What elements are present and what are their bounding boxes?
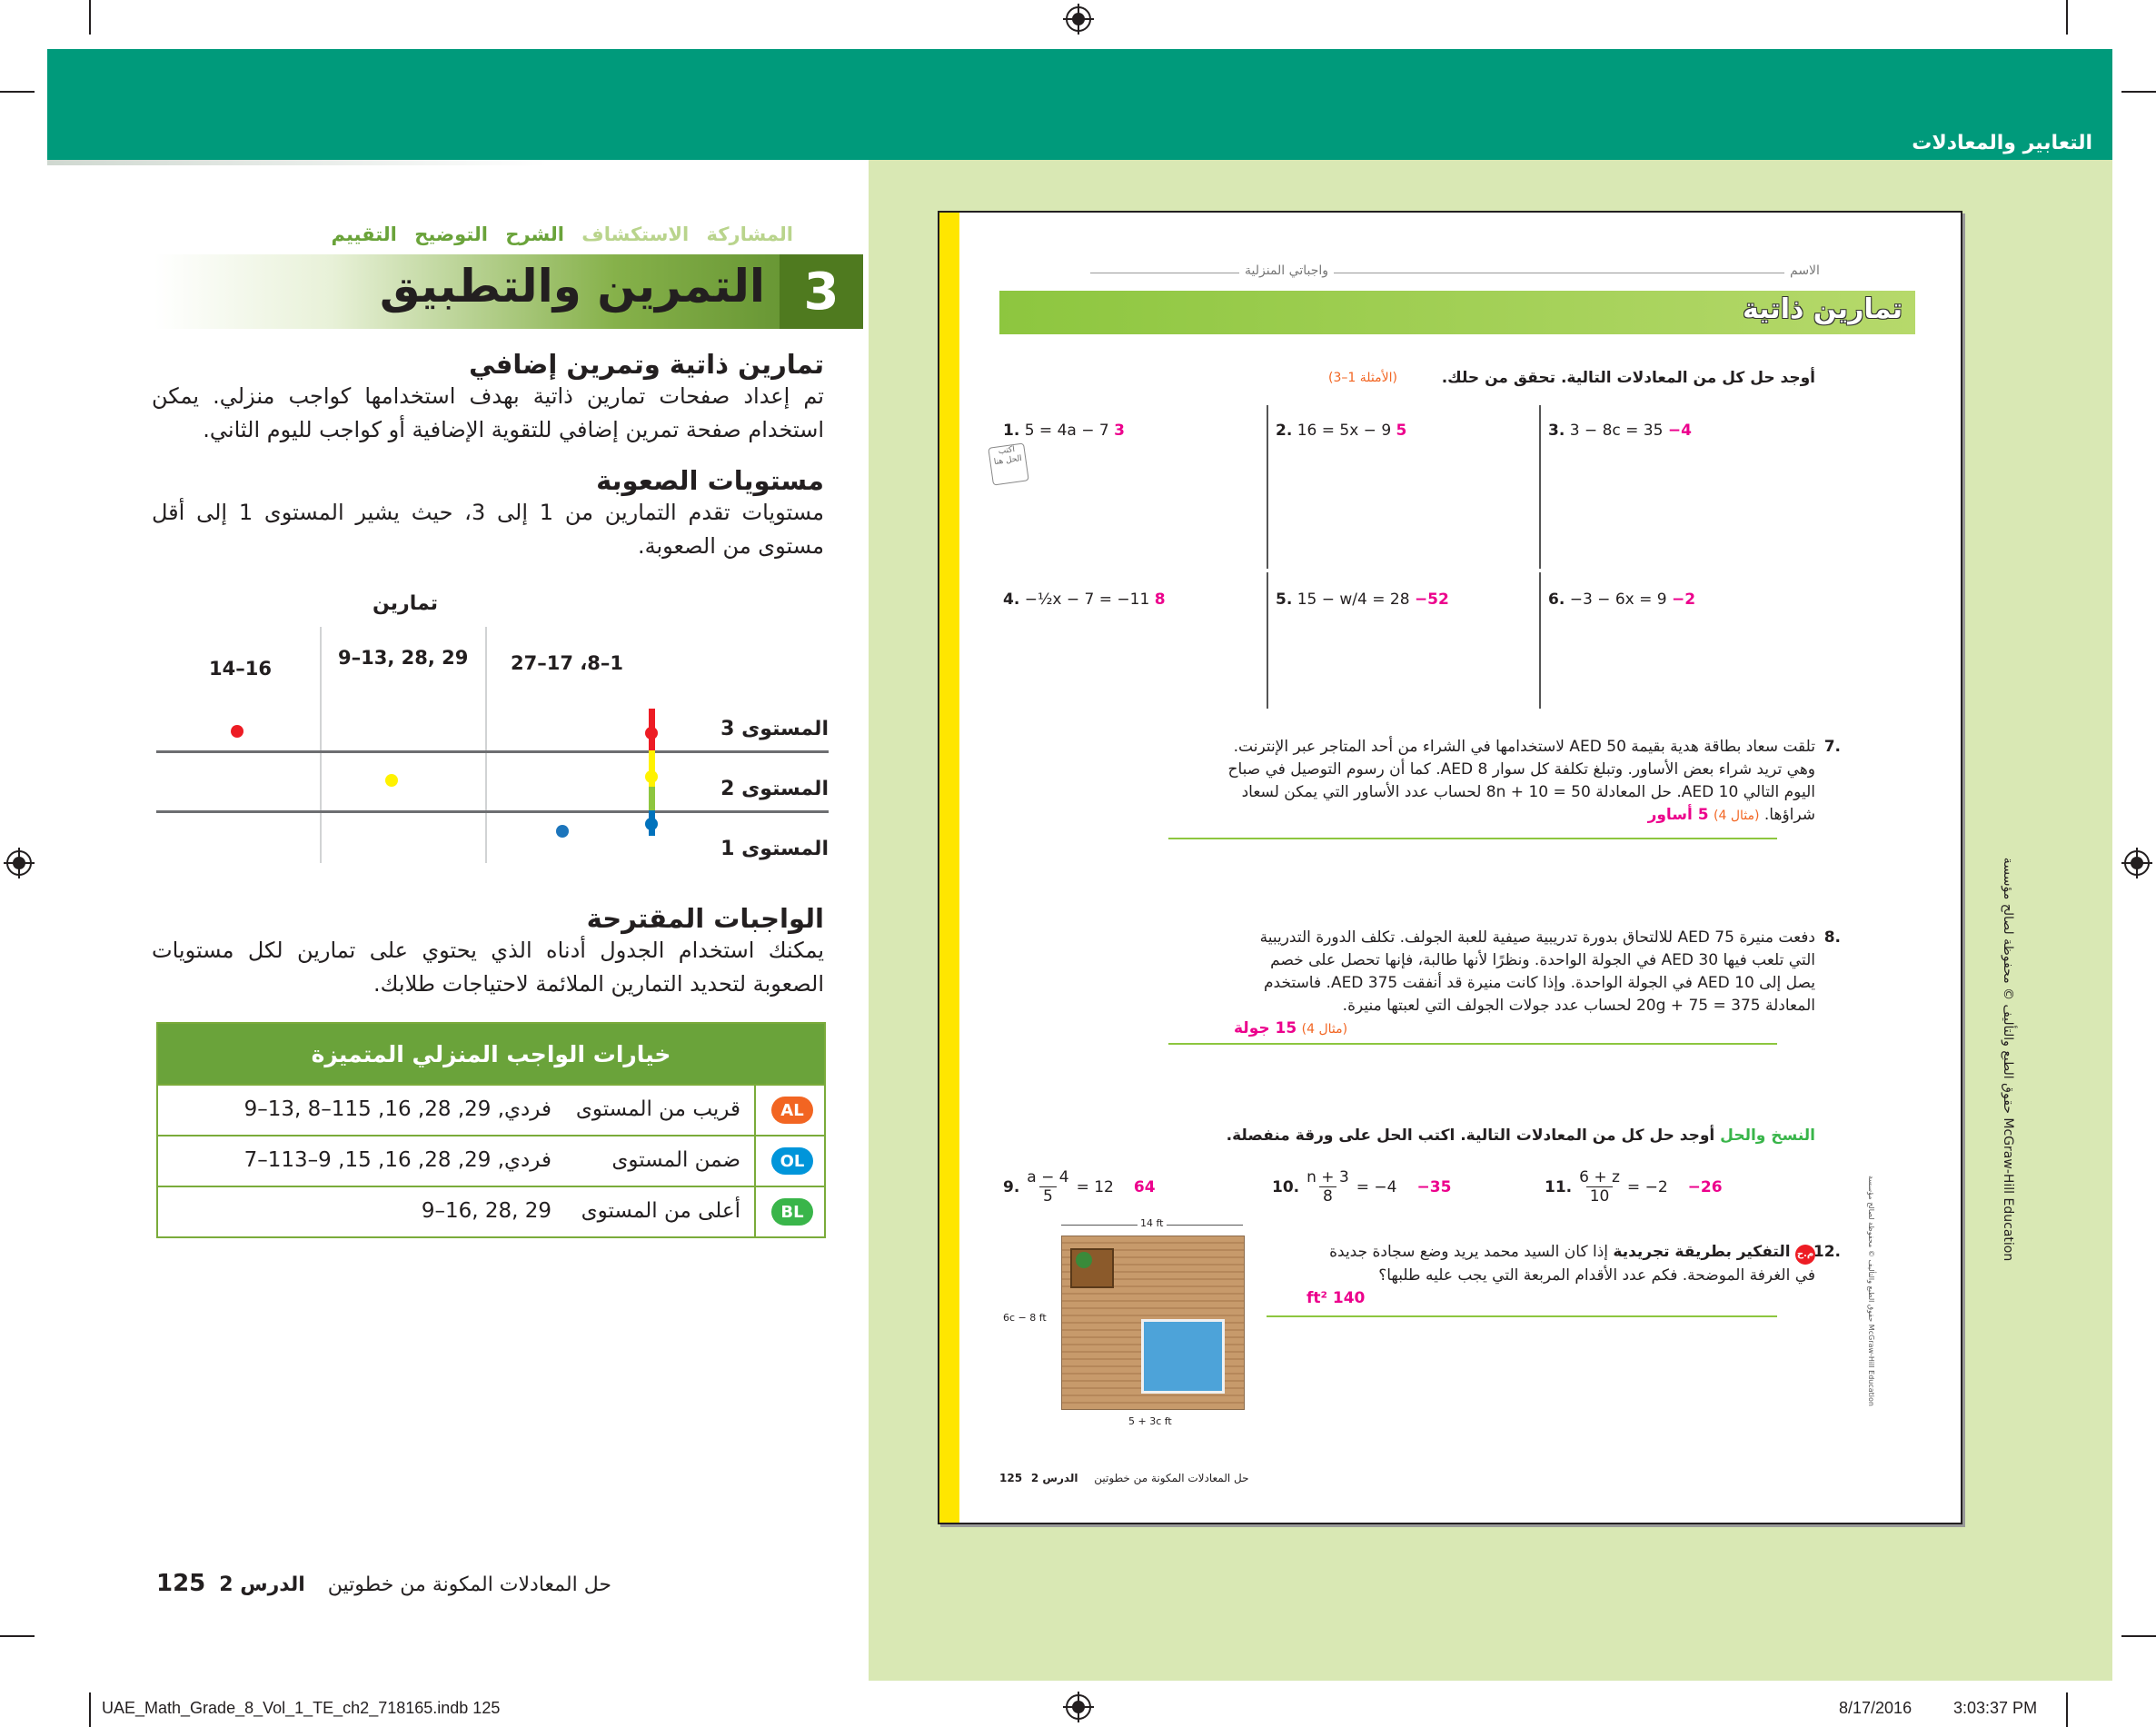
print-time: 3:03:37 PM [1953, 1699, 2038, 1717]
difficulty-chart [156, 581, 829, 872]
level-dot [231, 725, 243, 738]
homework-label: واجباتي المنزلية [1239, 263, 1334, 278]
stage-explain: الشرح [505, 223, 564, 245]
exercise-11 [1545, 1168, 1723, 1206]
fraction-numerator: a − 4 [1027, 1168, 1069, 1186]
side-copyright: حقوق الطبع والتأليف © محفوظة لصالح مؤسسة McGraw-Hill Education [2001, 857, 2015, 1262]
homework-table [156, 1022, 826, 1238]
exercise-number: 2. [1276, 422, 1293, 440]
section-title: التمرين والتطبيق [379, 260, 765, 313]
worksheet-title: تمارين ذاتية [1742, 293, 1903, 325]
worksheet-page [938, 211, 1962, 1524]
section-banner [154, 254, 863, 329]
problem-line: يصل إلى AED 10 في الجولة الواحدة. وإذا كانت منيرة قد أنفقت AED 375. فاستخدم [1264, 974, 1815, 992]
level-dot [645, 770, 658, 783]
row-divider [754, 1136, 756, 1186]
plant-icon [1076, 1252, 1092, 1268]
fraction-numerator: 6 + z [1579, 1168, 1620, 1186]
exercise-answer: −35 [1416, 1177, 1452, 1196]
print-file-name: UAE_Math_Grade_8_Vol_1_TE_ch2_718165.indb 125 [102, 1699, 501, 1717]
exercise-equation: 16 = 5x − 9 [1297, 422, 1392, 440]
worksheet-lesson-title: حل المعادلات المكونة من خطوتين [1094, 1472, 1249, 1484]
row-label: أعلى من المستوى [581, 1199, 740, 1223]
level-dot [385, 774, 398, 787]
level-3-label: المستوى 3 [720, 718, 829, 740]
registration-mark-icon [2121, 848, 2152, 878]
exercise-rhs: = 12 [1076, 1177, 1114, 1196]
difficulty-block [152, 465, 824, 563]
lesson-title: حل المعادلات المكونة من خطوتين [327, 1573, 611, 1596]
stage-explore: الاستكشاف [581, 223, 690, 245]
table-row [158, 1135, 824, 1186]
worksheet-lesson-label: الدرس 2 [1030, 1472, 1078, 1484]
fraction-denominator: 5 [1039, 1186, 1057, 1206]
crop-mark [0, 91, 35, 93]
exercise-divider [1267, 405, 1268, 569]
problem-line: إذا كان السيد محمد يريد وضع سجادة جديدة [1329, 1243, 1608, 1261]
exercise-number: 3. [1548, 422, 1565, 440]
exercise-4 [1003, 591, 1166, 609]
exercise-3 [1548, 422, 1692, 440]
chapter-title: التعابير والمعادلات [1912, 132, 2092, 154]
problem-answer: 15 جولة [1234, 1019, 1297, 1037]
problem-line: وهي تريد شراء بعض الأساور. وتبلغ تكلفة كل سوار AED 8. كما أن رسوم التوصيل في صباح [1227, 760, 1815, 779]
registration-mark-icon [1063, 4, 1094, 35]
problem-number: 12. [1813, 1243, 1841, 1261]
exercise-10 [1272, 1168, 1451, 1206]
exercise-number: 9. [1003, 1177, 1020, 1196]
left-page-footer [156, 1570, 611, 1597]
suggested-heading: الواجبات المقترحة [586, 903, 824, 934]
difficulty-heading: مستويات الصعوبة [596, 465, 824, 496]
column-divider [320, 627, 322, 863]
problem-line: شراؤها. [1764, 806, 1815, 824]
exercise-6 [1548, 591, 1695, 609]
fraction-denominator: 10 [1586, 1186, 1614, 1206]
row-divider [754, 1187, 756, 1236]
answer-line [1168, 838, 1777, 839]
exercise-5 [1276, 591, 1449, 609]
room-figure [1003, 1217, 1243, 1427]
problem-line: التي تلعب فيها AED 30 في الجولة الواحدة. ونظرًا لأنها طالبة، فإنها تحصل على خصم [1270, 951, 1815, 969]
level-line [156, 750, 829, 753]
lesson-stages [320, 223, 793, 245]
self-practice-heading: تمارين ذاتية وتمرين إضافي [469, 349, 824, 380]
page-number: 125 [156, 1570, 206, 1597]
reasoning-label: التفكير بطريقة تجريدية [1613, 1243, 1791, 1261]
row-value: 9–13, 8–1فردي, 29, 28, 16, 15 [243, 1097, 551, 1121]
exercise-answer: −52 [1414, 591, 1449, 609]
exercise-answer: 8 [1154, 591, 1166, 609]
crop-mark [2121, 1635, 2156, 1637]
row-label: قريب من المستوى [575, 1097, 740, 1121]
problem-ref: (مثال 4) [1714, 809, 1760, 823]
exercise-equation: 5 = 4a − 7 [1024, 422, 1109, 440]
exercise-number: 5. [1276, 591, 1293, 609]
problem-number: 8. [1823, 928, 1841, 947]
level-2-label: المستوى 2 [720, 778, 829, 800]
stage-elaborate: التوضيح [414, 223, 489, 245]
copy-solve-instruction [1227, 1127, 1815, 1145]
exercise-divider [1539, 572, 1541, 709]
exercise-answer: −4 [1667, 422, 1692, 440]
level-dot [645, 727, 658, 739]
problem-line: اليوم التالي AED 10. حل المعادلة 50 = 10 + 8n لحساب عدد الأساور التي يمكن لسعاد [1241, 783, 1815, 801]
exercise-9 [1003, 1168, 1156, 1206]
fraction-numerator: n + 3 [1307, 1168, 1349, 1186]
level-line [156, 810, 829, 813]
problem-line: تلقت سعاد بطاقة هدية بقيمة AED 50 لاستخدامها في الشراء من أحد المتاجر عبر الإنترنت. [1233, 738, 1815, 756]
difficulty-body: مستويات تقدم التمارين من 1 إلى 3، حيث يشير المستوى 1 إلى أقل مستوى من الصعوبة. [152, 500, 825, 559]
exercise-number: 11. [1545, 1177, 1573, 1196]
dim-left: 6c − 8 ft [1003, 1312, 1047, 1324]
self-practice-block [152, 349, 824, 447]
chart-title: تمارين [373, 592, 438, 615]
instruction: أوجد حل كل من المعادلات التالية. تحقق من حلك. [1441, 369, 1815, 387]
suggested-body: يمكنك استخدام الجدول أدناه الذي يحتوي على تمارين لكل مستويات الصعوبة لتحديد التمارين الملائمة لاحتياجات طلابك. [152, 938, 824, 997]
problem-answer: 5 أساور [1647, 806, 1709, 824]
lesson-label: الدرس 2 [219, 1573, 305, 1596]
problem-ref: (مثال 4) [1301, 1022, 1348, 1037]
level-badge-al: AL [771, 1097, 813, 1124]
exercise-2 [1276, 422, 1406, 440]
table-row [158, 1186, 824, 1236]
worksheet-footer [999, 1472, 1249, 1484]
level-bar-2b [649, 787, 655, 810]
section-number: 3 [780, 254, 863, 329]
exercise-answer: −2 [1671, 591, 1696, 609]
exercise-divider [1539, 405, 1541, 569]
dim-top: 14 ft [1138, 1217, 1167, 1229]
name-label: الاسم [1784, 263, 1825, 278]
worksheet-stripe [939, 213, 959, 1523]
suggested-block [152, 903, 824, 1001]
crop-mark [89, 1692, 91, 1727]
problem-line: دفعت منيرة AED 75 للالتحاق بدورة تدريبية صيفية للعبة الجولف. تكلف الدورة التدريبية [1259, 928, 1815, 947]
reasoning-badge-icon: م.ح [1795, 1245, 1815, 1265]
column-label: 1–8، 17–27 [511, 652, 624, 674]
exercise-number: 1. [1003, 422, 1020, 440]
crop-mark [2121, 91, 2156, 93]
level-badge-ol: OL [771, 1147, 813, 1175]
header-shadow [47, 160, 547, 165]
row-label: ضمن المستوى [611, 1148, 740, 1172]
exercise-equation: 15 − w/4 = 28 [1297, 591, 1410, 609]
table-row [158, 1084, 824, 1135]
exercise-answer: 64 [1133, 1177, 1156, 1196]
row-value: 7–1فردي, 29, 28, 16, 15, 9–13 [243, 1148, 551, 1172]
instruction-ref: (الأمثلة 1–3) [1328, 371, 1397, 385]
crop-mark [2066, 1692, 2068, 1727]
dim-bottom: 5 + 3c ft [1128, 1415, 1172, 1427]
stage-engage: المشاركة [706, 223, 793, 245]
crop-mark [0, 1635, 35, 1637]
exercise-answer: 3 [1114, 422, 1125, 440]
row-value: 9–16, 28, 29 [421, 1199, 551, 1223]
level-dot [645, 818, 658, 830]
problem-number: 7. [1823, 738, 1841, 756]
level-badge-bl: BL [771, 1198, 813, 1226]
bed-icon [1141, 1319, 1225, 1394]
copy-solve-text: أوجد حل كل من المعادلات التالية. اكتب الحل على ورقة منفصلة. [1226, 1127, 1715, 1145]
copy-solve-label: النسخ والحل [1720, 1127, 1815, 1145]
problem-12 [1307, 1241, 1841, 1310]
exercise-number: 10. [1272, 1177, 1300, 1196]
level-1-label: المستوى 1 [720, 838, 829, 860]
exercise-answer: 5 [1396, 422, 1407, 440]
exercise-rhs: = −2 [1626, 1177, 1668, 1196]
problem-7 [1216, 736, 1841, 828]
exercise-equation: −½x − 7 = −11 [1024, 591, 1150, 609]
crop-mark [2066, 0, 2068, 35]
fraction-denominator: 8 [1319, 1186, 1336, 1206]
homework-table-title: خيارات الواجب المنزلي المتميزة [158, 1024, 824, 1084]
stage-evaluate: التقييم [331, 223, 397, 245]
exercise-number: 4. [1003, 591, 1020, 609]
column-label: 9–13, 28, 29 [338, 647, 469, 669]
worksheet-copyright: حقوق الطبع والتأليف © محفوظة لصالح مؤسسة McGraw-Hill Education [1867, 1176, 1875, 1406]
crop-mark [89, 0, 91, 35]
registration-mark-icon [1063, 1692, 1094, 1722]
problem-answer: 140 ft² [1307, 1289, 1366, 1307]
self-practice-body: تم إعداد صفحات تمارين ذاتية بهدف استخدامها كواجب منزلي. يمكن استخدام صفحة تمرين إضافي للتقوية الإضافية أو كواجب لليوم الثاني. [152, 383, 824, 442]
registration-mark-icon [4, 848, 35, 878]
problem-8 [1216, 927, 1841, 1041]
problem-line: المعادلة 375 = 20g + 75 لحساب عدد جولات الجولف التي لعبتها منيرة. [1342, 997, 1815, 1015]
exercise-divider [1267, 572, 1268, 709]
exercise-number: 6. [1548, 591, 1565, 609]
row-divider [754, 1086, 756, 1135]
level-dot [556, 825, 569, 838]
exercise-rhs: = −4 [1356, 1177, 1397, 1196]
exercise-equation: −3 − 6x = 9 [1569, 591, 1667, 609]
worksheet-title-bar [999, 291, 1915, 334]
answer-line [1168, 1043, 1777, 1045]
column-label: 14–16 [209, 658, 272, 680]
column-divider [485, 627, 487, 863]
exercise-equation: 3 − 8c = 35 [1569, 422, 1664, 440]
problem-line: في الغرفة الموضحة. فكم عدد الأقدام المربعة التي يجب عليه طلبها؟ [1378, 1266, 1815, 1285]
exercise-answer: −26 [1687, 1177, 1723, 1196]
chapter-header-band [47, 49, 2112, 160]
print-date: 8/17/2016 [1839, 1699, 1913, 1717]
worksheet-page-number: 125 [999, 1472, 1023, 1484]
answer-line [1267, 1315, 1777, 1317]
help-stamp-icon: اكتب الحل هنا [988, 442, 1028, 485]
exercise-1 [1003, 422, 1125, 440]
